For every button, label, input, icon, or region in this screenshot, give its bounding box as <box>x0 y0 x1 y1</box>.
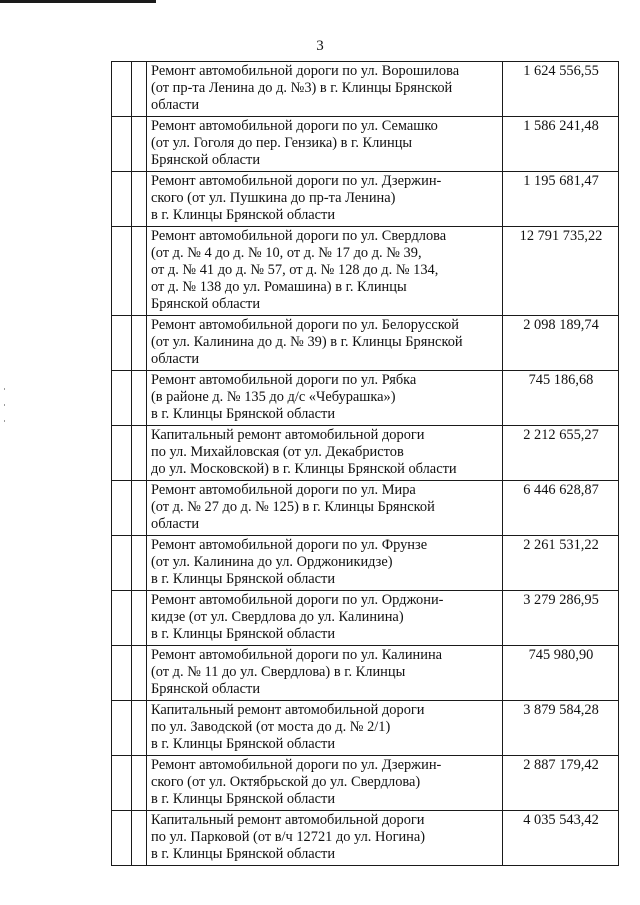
row-code-cell <box>132 756 147 811</box>
work-description: Ремонт автомобильной дороги по ул. Белорусской (от ул. Калинина до д. № 39) в г. Клинцы Брянской области <box>147 316 503 371</box>
row-code-cell <box>132 227 147 316</box>
work-description: Ремонт автомобильной дороги по ул. Дзержин- ского (от ул. Пушкина до пр-та Ленина) в г. Клинцы Брянской области <box>147 172 503 227</box>
work-amount: 2 212 655,27 <box>503 426 619 481</box>
table-row <box>112 591 619 646</box>
work-description: Ремонт автомобильной дороги по ул. Ворошилова (от пр-та Ленина до д. №3) в г. Клинцы Брянской области <box>147 62 503 117</box>
table-row <box>112 62 619 117</box>
work-amount: 3 279 286,95 <box>503 591 619 646</box>
work-description: Ремонт автомобильной дороги по ул. Фрунзе (от ул. Калинина до ул. Орджоникидзе) в г. Клинцы Брянской области <box>147 536 503 591</box>
work-amount: 2 887 179,42 <box>503 756 619 811</box>
work-description: Ремонт автомобильной дороги по ул. Свердлова (от д. № 4 до д. № 10, от д. № 17 до д. № 39, от д. № 41 до д. № 57, от д. № 128 до д. № 134, от д. № 138 до ул. Ромашина) в г. Клинцы Брянской области <box>147 227 503 316</box>
top-rule <box>0 0 156 3</box>
table-row <box>112 811 619 866</box>
row-code-cell <box>132 117 147 172</box>
row-code-cell <box>132 62 147 117</box>
work-amount: 6 446 628,87 <box>503 481 619 536</box>
row-code-cell <box>132 371 147 426</box>
work-description: Ремонт автомобильной дороги по ул. Мира (от д. № 27 до д. № 125) в г. Клинцы Брянской области <box>147 481 503 536</box>
table-row <box>112 316 619 371</box>
row-code-cell <box>132 646 147 701</box>
row-code-cell <box>132 811 147 866</box>
table-row <box>112 481 619 536</box>
row-number-cell <box>112 481 132 536</box>
work-amount: 3 879 584,28 <box>503 701 619 756</box>
table-row <box>112 756 619 811</box>
table-row <box>112 371 619 426</box>
row-number-cell <box>112 811 132 866</box>
page-number: 3 <box>316 38 324 54</box>
row-number-cell <box>112 62 132 117</box>
table-row <box>112 172 619 227</box>
row-code-cell <box>132 536 147 591</box>
row-code-cell <box>132 481 147 536</box>
row-number-cell <box>112 756 132 811</box>
work-amount: 1 195 681,47 <box>503 172 619 227</box>
row-number-cell <box>112 536 132 591</box>
table-row <box>112 701 619 756</box>
row-number-cell <box>112 701 132 756</box>
work-description: Ремонт автомобильной дороги по ул. Калинина (от д. № 11 до ул. Свердлова) в г. Клинцы Брянской области <box>147 646 503 701</box>
row-code-cell <box>132 701 147 756</box>
work-amount: 745 980,90 <box>503 646 619 701</box>
works-table-body <box>112 62 619 866</box>
table-row <box>112 646 619 701</box>
row-number-cell <box>112 646 132 701</box>
scan-mark <box>4 388 5 390</box>
work-amount: 1 586 241,48 <box>503 117 619 172</box>
row-number-cell <box>112 117 132 172</box>
scan-mark <box>4 420 5 422</box>
row-number-cell <box>112 172 132 227</box>
work-amount: 2 261 531,22 <box>503 536 619 591</box>
work-amount: 12 791 735,22 <box>503 227 619 316</box>
row-code-cell <box>132 172 147 227</box>
work-description: Ремонт автомобильной дороги по ул. Орджони- кидзе (от ул. Свердлова до ул. Калинина) в г. Клинцы Брянской области <box>147 591 503 646</box>
scan-mark <box>4 404 5 406</box>
works-table <box>111 61 619 866</box>
row-number-cell <box>112 591 132 646</box>
work-description: Капитальный ремонт автомобильной дороги по ул. Заводской (от моста до д. № 2/1) в г. Клинцы Брянской области <box>147 701 503 756</box>
table-row <box>112 536 619 591</box>
work-amount: 745 186,68 <box>503 371 619 426</box>
work-amount: 2 098 189,74 <box>503 316 619 371</box>
table-row <box>112 117 619 172</box>
work-description: Ремонт автомобильной дороги по ул. Рябка (в районе д. № 135 до д/с «Чебурашка») в г. Клинцы Брянской области <box>147 371 503 426</box>
row-number-cell <box>112 371 132 426</box>
row-number-cell <box>112 227 132 316</box>
work-description: Капитальный ремонт автомобильной дороги по ул. Михайловская (от ул. Декабристов до ул. Московской) в г. Клинцы Брянской области <box>147 426 503 481</box>
row-code-cell <box>132 316 147 371</box>
work-description: Капитальный ремонт автомобильной дороги по ул. Парковой (от в/ч 12721 до ул. Ногина) в г. Клинцы Брянской области <box>147 811 503 866</box>
row-code-cell <box>132 426 147 481</box>
work-description: Ремонт автомобильной дороги по ул. Семашко (от ул. Гоголя до пер. Гензика) в г. Клинцы Брянской области <box>147 117 503 172</box>
row-code-cell <box>132 591 147 646</box>
table-row <box>112 426 619 481</box>
table-row <box>112 227 619 316</box>
work-amount: 1 624 556,55 <box>503 62 619 117</box>
row-number-cell <box>112 426 132 481</box>
row-number-cell <box>112 316 132 371</box>
work-amount: 4 035 543,42 <box>503 811 619 866</box>
work-description: Ремонт автомобильной дороги по ул. Дзержин- ского (от ул. Октябрьской до ул. Свердлова) в г. Клинцы Брянской области <box>147 756 503 811</box>
